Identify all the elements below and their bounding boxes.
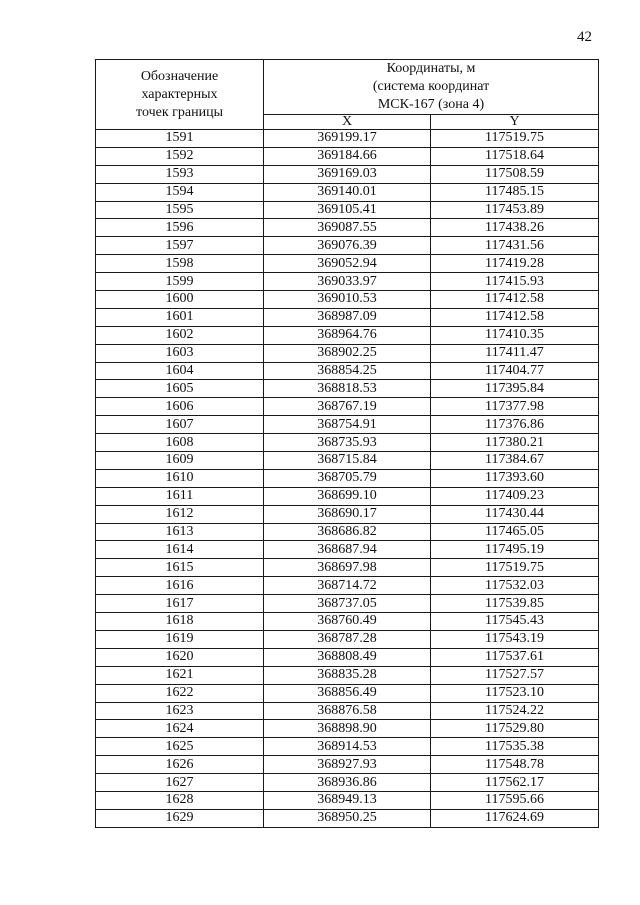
cell-x: 369169.03 — [264, 165, 431, 183]
table-row — [96, 648, 599, 666]
cell-point-id: 1614 — [96, 541, 264, 559]
table-row — [96, 791, 599, 809]
cell-point-id: 1623 — [96, 702, 264, 720]
table-row — [96, 201, 599, 219]
cell-y: 117519.75 — [431, 559, 599, 577]
cell-y: 117430.44 — [431, 505, 599, 523]
cell-y: 117595.66 — [431, 791, 599, 809]
table-row — [96, 326, 599, 344]
cell-point-id: 1616 — [96, 577, 264, 595]
cell-x: 369105.41 — [264, 201, 431, 219]
table-row — [96, 452, 599, 470]
cell-x: 368949.13 — [264, 791, 431, 809]
cell-x: 368876.58 — [264, 702, 431, 720]
cell-point-id: 1629 — [96, 809, 264, 827]
cell-x: 368705.79 — [264, 469, 431, 487]
cell-point-id: 1597 — [96, 237, 264, 255]
table-row — [96, 630, 599, 648]
cell-y: 117523.10 — [431, 684, 599, 702]
cell-y: 117438.26 — [431, 219, 599, 237]
cell-x: 369010.53 — [264, 291, 431, 309]
cell-point-id: 1626 — [96, 756, 264, 774]
cell-x: 368902.25 — [264, 344, 431, 362]
cell-point-id: 1593 — [96, 165, 264, 183]
table-row — [96, 487, 599, 505]
header-coords-line-1: Координаты, м — [386, 61, 476, 76]
cell-point-id: 1618 — [96, 613, 264, 631]
cell-y: 117545.43 — [431, 613, 599, 631]
table-row — [96, 738, 599, 756]
cell-x: 369199.17 — [264, 130, 431, 148]
cell-point-id: 1606 — [96, 398, 264, 416]
cell-point-id: 1611 — [96, 487, 264, 505]
cell-point-id: 1599 — [96, 273, 264, 291]
cell-x: 368787.28 — [264, 630, 431, 648]
header-point-designation — [96, 60, 264, 130]
cell-x: 369087.55 — [264, 219, 431, 237]
cell-point-id: 1594 — [96, 183, 264, 201]
cell-x: 369076.39 — [264, 237, 431, 255]
cell-y: 117539.85 — [431, 595, 599, 613]
table-row — [96, 720, 599, 738]
cell-y: 117377.98 — [431, 398, 599, 416]
cell-y: 117419.28 — [431, 255, 599, 273]
cell-point-id: 1610 — [96, 469, 264, 487]
table-row — [96, 613, 599, 631]
cell-point-id: 1620 — [96, 648, 264, 666]
table-row — [96, 398, 599, 416]
cell-y: 117395.84 — [431, 380, 599, 398]
cell-x: 368715.84 — [264, 452, 431, 470]
table-row — [96, 809, 599, 827]
cell-y: 117543.19 — [431, 630, 599, 648]
cell-x: 368754.91 — [264, 416, 431, 434]
header-point-line-3: точек границы — [136, 104, 223, 120]
cell-x: 368927.93 — [264, 756, 431, 774]
header-x: X — [264, 115, 431, 130]
header-coords-line-3: МСК-167 (зона 4) — [377, 97, 485, 112]
cell-point-id: 1592 — [96, 147, 264, 165]
cell-x: 368856.49 — [264, 684, 431, 702]
cell-x: 368818.53 — [264, 380, 431, 398]
cell-x: 368697.98 — [264, 559, 431, 577]
page-number: 42 — [577, 29, 592, 45]
table-row — [96, 684, 599, 702]
cell-point-id: 1595 — [96, 201, 264, 219]
cell-x: 369033.97 — [264, 273, 431, 291]
cell-point-id: 1628 — [96, 791, 264, 809]
table-row — [96, 756, 599, 774]
cell-x: 368760.49 — [264, 613, 431, 631]
cell-y: 117508.59 — [431, 165, 599, 183]
cell-point-id: 1619 — [96, 630, 264, 648]
cell-y: 117537.61 — [431, 648, 599, 666]
header-coordinates — [264, 60, 599, 115]
cell-point-id: 1601 — [96, 308, 264, 326]
table-row — [96, 523, 599, 541]
cell-y: 117453.89 — [431, 201, 599, 219]
table-row — [96, 165, 599, 183]
cell-point-id: 1607 — [96, 416, 264, 434]
table-row — [96, 273, 599, 291]
cell-y: 117527.57 — [431, 666, 599, 684]
table-row — [96, 255, 599, 273]
cell-y: 117384.67 — [431, 452, 599, 470]
table-row — [96, 505, 599, 523]
table-row — [96, 702, 599, 720]
cell-x: 368737.05 — [264, 595, 431, 613]
cell-y: 117412.58 — [431, 308, 599, 326]
cell-x: 368914.53 — [264, 738, 431, 756]
cell-x: 369052.94 — [264, 255, 431, 273]
cell-x: 368767.19 — [264, 398, 431, 416]
cell-x: 368987.09 — [264, 308, 431, 326]
cell-point-id: 1612 — [96, 505, 264, 523]
header-point-line-1: Обозначение — [140, 68, 219, 84]
table-row — [96, 183, 599, 201]
cell-y: 117415.93 — [431, 273, 599, 291]
cell-y: 117624.69 — [431, 809, 599, 827]
cell-point-id: 1625 — [96, 738, 264, 756]
header-coords-line-2: (система координат — [372, 79, 490, 94]
table-row — [96, 130, 599, 148]
cell-y: 117431.56 — [431, 237, 599, 255]
cell-y: 117495.19 — [431, 541, 599, 559]
table-body — [96, 130, 599, 828]
table-row — [96, 469, 599, 487]
cell-point-id: 1621 — [96, 666, 264, 684]
cell-y: 117409.23 — [431, 487, 599, 505]
cell-y: 117519.75 — [431, 130, 599, 148]
cell-point-id: 1613 — [96, 523, 264, 541]
cell-x: 368690.17 — [264, 505, 431, 523]
table-row — [96, 362, 599, 380]
cell-point-id: 1627 — [96, 774, 264, 792]
table-row — [96, 308, 599, 326]
cell-x: 368936.86 — [264, 774, 431, 792]
table-row — [96, 219, 599, 237]
cell-point-id: 1591 — [96, 130, 264, 148]
cell-point-id: 1605 — [96, 380, 264, 398]
cell-x: 369184.66 — [264, 147, 431, 165]
table-row — [96, 541, 599, 559]
coordinates-table — [95, 59, 599, 828]
cell-y: 117535.38 — [431, 738, 599, 756]
table-row — [96, 237, 599, 255]
table-row — [96, 291, 599, 309]
cell-point-id: 1617 — [96, 595, 264, 613]
table-header — [96, 60, 599, 130]
cell-x: 368735.93 — [264, 434, 431, 452]
table-row — [96, 666, 599, 684]
cell-y: 117410.35 — [431, 326, 599, 344]
cell-x: 368687.94 — [264, 541, 431, 559]
table-row — [96, 434, 599, 452]
table-row — [96, 416, 599, 434]
table-row — [96, 559, 599, 577]
cell-x: 368808.49 — [264, 648, 431, 666]
header-row-top — [96, 60, 599, 115]
cell-x: 368854.25 — [264, 362, 431, 380]
cell-point-id: 1604 — [96, 362, 264, 380]
cell-y: 117485.15 — [431, 183, 599, 201]
cell-point-id: 1609 — [96, 452, 264, 470]
cell-x: 368686.82 — [264, 523, 431, 541]
cell-y: 117518.64 — [431, 147, 599, 165]
cell-point-id: 1596 — [96, 219, 264, 237]
cell-y: 117404.77 — [431, 362, 599, 380]
header-point-line-2: характерных — [141, 86, 218, 102]
cell-y: 117524.22 — [431, 702, 599, 720]
cell-point-id: 1622 — [96, 684, 264, 702]
cell-point-id: 1603 — [96, 344, 264, 362]
cell-point-id: 1608 — [96, 434, 264, 452]
cell-x: 368714.72 — [264, 577, 431, 595]
table-row — [96, 595, 599, 613]
table-row — [96, 380, 599, 398]
cell-y: 117532.03 — [431, 577, 599, 595]
cell-y: 117412.58 — [431, 291, 599, 309]
cell-x: 368699.10 — [264, 487, 431, 505]
cell-y: 117548.78 — [431, 756, 599, 774]
cell-y: 117529.80 — [431, 720, 599, 738]
cell-point-id: 1598 — [96, 255, 264, 273]
cell-y: 117376.86 — [431, 416, 599, 434]
table-row — [96, 577, 599, 595]
cell-point-id: 1624 — [96, 720, 264, 738]
cell-x: 368835.28 — [264, 666, 431, 684]
cell-y: 117562.17 — [431, 774, 599, 792]
cell-x: 369140.01 — [264, 183, 431, 201]
cell-point-id: 1602 — [96, 326, 264, 344]
table-row — [96, 344, 599, 362]
cell-point-id: 1600 — [96, 291, 264, 309]
cell-x: 368964.76 — [264, 326, 431, 344]
cell-point-id: 1615 — [96, 559, 264, 577]
cell-y: 117465.05 — [431, 523, 599, 541]
header-y: Y — [431, 115, 599, 130]
cell-y: 117393.60 — [431, 469, 599, 487]
cell-x: 368950.25 — [264, 809, 431, 827]
cell-y: 117411.47 — [431, 344, 599, 362]
table-row — [96, 147, 599, 165]
cell-x: 368898.90 — [264, 720, 431, 738]
table-row — [96, 774, 599, 792]
cell-y: 117380.21 — [431, 434, 599, 452]
